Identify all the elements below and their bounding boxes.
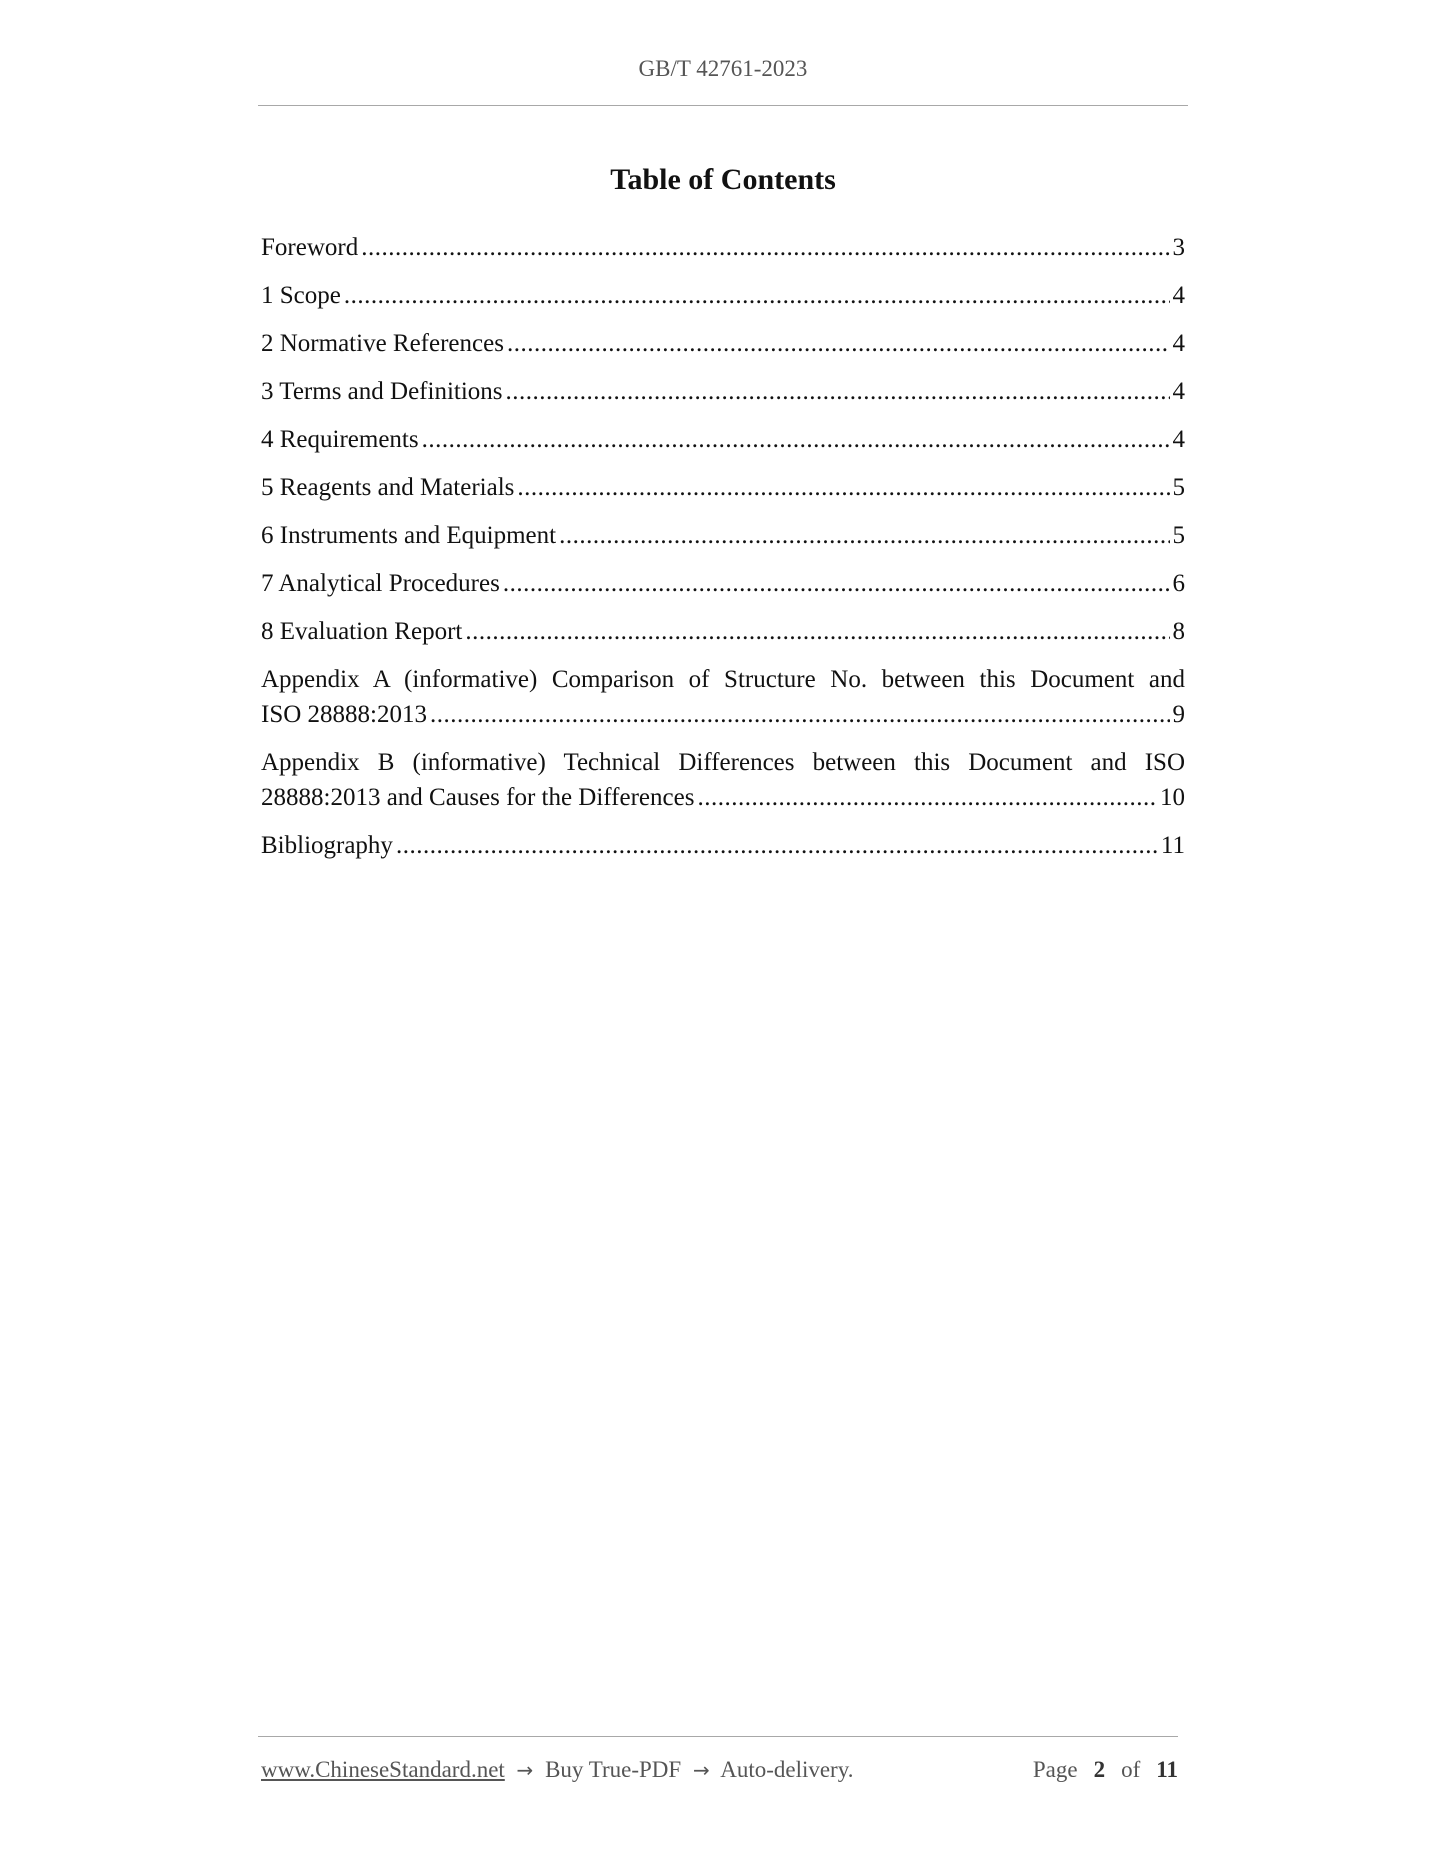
toc-entry-label-line1: Appendix A (informative) Comparison of Structure No. between this Document and [261,666,1185,693]
of-label: of [1121,1757,1141,1782]
toc-entry-page: 11 [1160,832,1185,859]
toc-entry-page: 10 [1160,784,1185,811]
toc-leader-dots [361,230,1169,265]
toc-entry-appendix-b[interactable] [261,745,1185,815]
toc-leader-dots [517,470,1169,505]
toc-entry-analytical-procedures[interactable] [261,566,1185,601]
toc-entry-page: 5 [1172,474,1185,501]
toc-entry-page: 9 [1172,701,1185,728]
toc-entry-instruments-equipment[interactable] [261,518,1185,553]
toc-leader-dots [430,697,1170,732]
toc-entry-reagents-materials[interactable] [261,470,1185,505]
toc-entry-page: 6 [1172,570,1185,597]
toc-entry-label: 7 Analytical Procedures [261,570,500,597]
buy-pdf-text: Buy True-PDF [545,1757,682,1782]
toc-entry-page: 8 [1172,618,1185,645]
toc-entry-label-line2: 28888:2013 and Causes for the Differences [261,784,695,811]
auto-delivery-text: Auto-delivery. [720,1757,854,1782]
toc-entry-label-line2: ISO 28888:2013 [261,701,427,728]
toc-entry-normative-references[interactable] [261,326,1185,361]
toc-leader-dots [465,614,1169,649]
toc-entry-page: 5 [1172,522,1185,549]
toc-entry-requirements[interactable] [261,422,1185,457]
toc-entry-label: 5 Reagents and Materials [261,474,515,501]
toc-leader-dots [559,518,1169,553]
toc-entry-label: Foreword [261,234,359,261]
toc-leader-dots [422,422,1170,457]
toc-entry-label: 2 Normative References [261,330,504,357]
toc-entry-foreword[interactable] [261,230,1185,265]
footer-divider [258,1736,1178,1737]
toc-leader-dots [503,566,1170,601]
toc-entry-terms-definitions[interactable] [261,374,1185,409]
site-link[interactable]: www.ChineseStandard.net [261,1757,505,1782]
toc-leader-dots [344,278,1170,313]
toc-entry-scope[interactable] [261,278,1185,313]
page-label: Page [1032,1757,1078,1782]
toc-entry-label: 1 Scope [261,282,341,309]
toc-leader-dots [507,326,1170,361]
footer-promo [261,1757,853,1783]
header-divider [258,105,1188,106]
total-pages-number: 11 [1156,1757,1178,1782]
table-of-contents [261,230,1185,876]
toc-entry-page: 4 [1172,378,1185,405]
toc-title: Table of Contents [610,163,836,196]
toc-entry-label-line1: Appendix B (informative) Technical Differences between this Document and ISO [261,749,1185,776]
toc-entry-label: 8 Evaluation Report [261,618,463,645]
toc-entry-label: 4 Requirements [261,426,419,453]
toc-entry-evaluation-report[interactable] [261,614,1185,649]
document-header: GB/T 42761-2023 [638,56,808,81]
toc-entry-page: 4 [1172,282,1185,309]
page-footer [261,1757,1178,1783]
toc-entry-appendix-a[interactable] [261,662,1185,732]
toc-leader-dots [506,374,1170,409]
toc-leader-dots [697,780,1157,815]
arrow-right-icon: → [692,1758,710,1782]
page-indicator [1033,1757,1178,1783]
toc-entry-page: 4 [1172,330,1185,357]
toc-entry-label: 6 Instruments and Equipment [261,522,557,549]
arrow-right-icon: → [516,1758,534,1782]
toc-entry-bibliography[interactable] [261,828,1185,863]
current-page-number: 2 [1093,1757,1106,1782]
toc-entry-label: Bibliography [261,832,393,859]
toc-entry-page: 4 [1172,426,1185,453]
toc-entry-page: 3 [1172,234,1185,261]
toc-entry-label: 3 Terms and Definitions [261,378,503,405]
toc-leader-dots [396,828,1158,863]
